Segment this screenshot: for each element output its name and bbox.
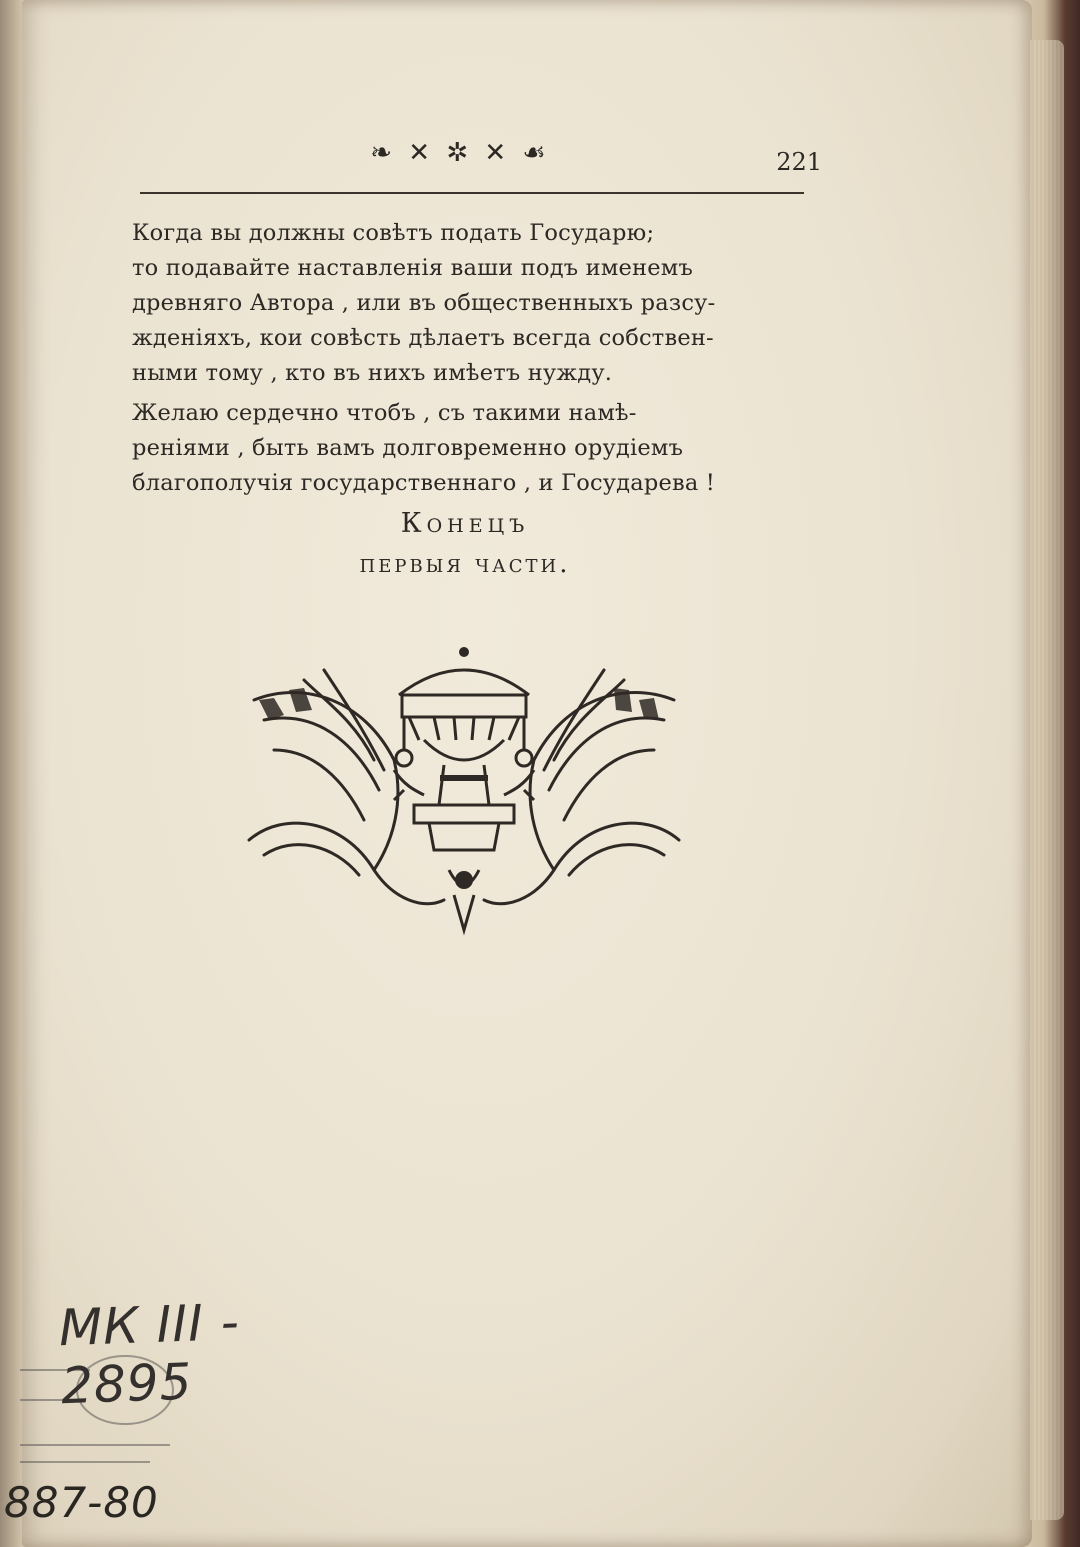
- text-line: Желаю сердечно чтобъ , съ такими намѣ-: [132, 400, 637, 426]
- page-edge: [1030, 40, 1064, 1520]
- header-ornament: ❧ ✕ ✲ ✕ ☙: [370, 138, 550, 168]
- text-line: ными тому , кто въ нихъ имѣетъ нужду.: [132, 360, 613, 386]
- text-line: реніями , быть вамъ долговременно орудіемъ: [132, 435, 684, 461]
- handwritten-call-number: 887-80: [4, 1478, 159, 1527]
- end-heading: Конецъ: [400, 508, 530, 539]
- header-rule: [140, 192, 804, 194]
- text-line: Когда вы должны совѣтъ подать Государю;: [132, 220, 655, 246]
- text-line: древняго Автора , или въ общественныхъ разсу-: [132, 290, 716, 316]
- handwritten-shelfmark: МК III - 2895: [58, 1292, 241, 1416]
- text-line: благополучія государственнаго , и Государева !: [132, 470, 716, 496]
- urn-with-foliage-ornament-icon: [244, 640, 684, 940]
- text-line: то подавайте наставленія ваши подъ именемъ: [132, 255, 693, 281]
- page-number: 221: [776, 148, 822, 176]
- paragraph-1: [132, 216, 822, 391]
- end-subheading: первыя части.: [359, 549, 571, 579]
- paragraph-2: [132, 396, 822, 501]
- text-line: жденіяхъ, кои совѣсть дѣлаетъ всегда собствен-: [132, 325, 714, 351]
